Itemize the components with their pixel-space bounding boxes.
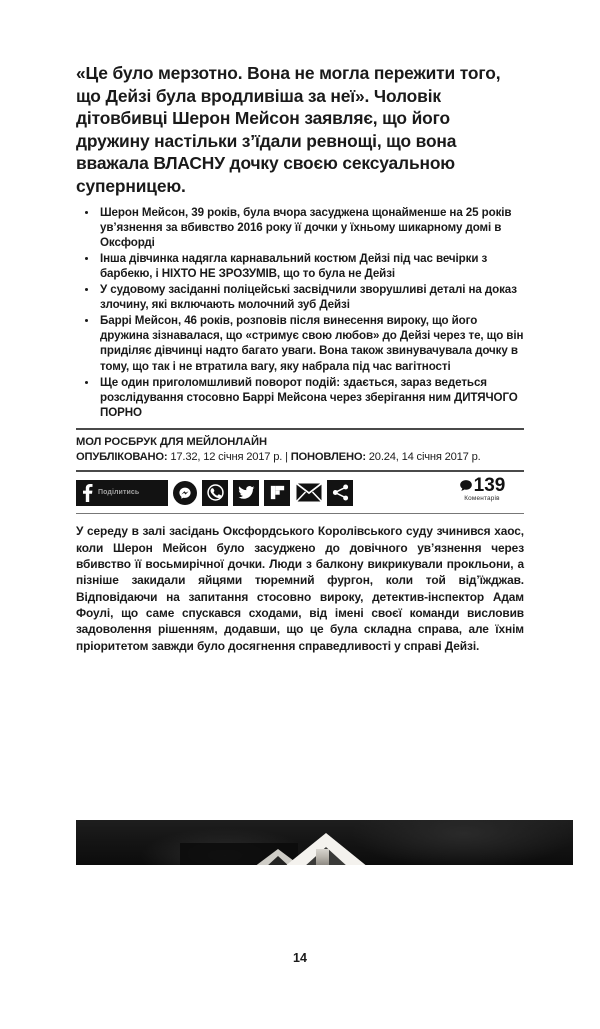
article-bullet-list — [76, 205, 524, 420]
timestamp-separator: | — [285, 450, 288, 463]
published-value: 17.32, 12 січня 2017 р. — [170, 450, 283, 463]
facebook-share-label: Поділитись — [98, 489, 140, 497]
photo-house-window — [316, 849, 329, 865]
divider-top — [76, 428, 524, 430]
comment-bubble-icon — [459, 479, 473, 493]
email-icon[interactable] — [295, 483, 322, 503]
share-bar — [76, 476, 524, 510]
list-item: У судовому засіданні поліцейські засвідчили зворушливі деталі на доказ злочину, які включають молочний зуб Дейзі — [76, 282, 524, 312]
updated-label: ПОНОВЛЕНО: — [290, 450, 366, 463]
whatsapp-icon[interactable] — [202, 480, 228, 506]
comments-label: Коментарів — [464, 494, 500, 502]
comments-counter[interactable] — [440, 476, 524, 502]
article-timestamp — [76, 450, 524, 465]
list-item: Ще один приголомшливий поворот подій: здається, зараз ведеться розслідування стосовно Баррі Мейсона через зберігання ним ДИТЯЧОГО ПОРНО — [76, 375, 524, 420]
article-byline: МОЛ РОСБРУК ДЛЯ МЕЙЛОНЛАЙН — [76, 435, 267, 448]
list-item: Інша дівчинка надягла карнавальний костюм Дейзі під час вечірки з барбекю, і НІХТО НЕ ЗРОЗУМІВ, що то була не Дейзі — [76, 251, 524, 281]
list-item: Баррі Мейсон, 46 років, розповів після винесення вироку, що його дружина зізнавалася, що «стримує свою любов» до Дейзі через те, що він приділяє дівчинці надто багато уваги. Вона також звинувачувала дочку в тому, що так і не втратила вагу, яку набрала під час вагітності — [76, 313, 524, 373]
page-number: 14 — [293, 951, 307, 965]
flipboard-icon[interactable] — [264, 480, 290, 506]
comments-count: 139 — [473, 474, 506, 496]
divider-bottom — [76, 513, 524, 515]
share-icon[interactable] — [327, 480, 353, 506]
divider-middle — [76, 470, 524, 472]
article-content — [76, 62, 524, 666]
article-photo — [76, 820, 573, 865]
updated-value: 20.24, 14 січня 2017 р. — [368, 450, 481, 463]
facebook-icon — [82, 484, 93, 502]
published-label: ОПУБЛІКОВАНО: — [76, 450, 168, 463]
article-headline: «Це було мерзотно. Вона не могла пережити того, що Дейзі була вродливіша за неї». Чоловік дітовбивці Шерон Мейсон заявляє, що його дружину настільки з’їдали ревнощі, що вона вважала ВЛАСНУ дочку своєю сексуальною суперницею. — [76, 63, 501, 196]
twitter-icon[interactable] — [233, 480, 259, 506]
messenger-icon[interactable] — [173, 481, 197, 505]
comments-count-row — [440, 476, 524, 496]
facebook-share-button[interactable] — [76, 480, 168, 506]
list-item: Шерон Мейсон, 39 років, була вчора засуджена щонайменше на 25 років ув’язнення за вбивство 2016 року її дочки у їхньому шикарному домі в Оксфорді — [76, 205, 524, 250]
byline-block — [76, 428, 524, 472]
article-body: У середу в залі засідань Оксфордського Королівського суду зчинився хаос, коли Шерон Мейсон було засуджено до довічного ув’язнення через вбивство її восьмирічної дочки. Люди з балкону викрикували прокльони, а пізніше закидали яйцями тюремний фургон, коли той від’їжджав. Відповідаючи на запитання стосовно вироку, детектив-інспектор Адам Фоулі, що саме спускався сходами, від імені своєї команди висловив задоволення рішенням, додавши, що це була складна справа, але їхнім пріоритетом завжди було досягнення справедливості у справі Дейзі. — [76, 524, 524, 653]
